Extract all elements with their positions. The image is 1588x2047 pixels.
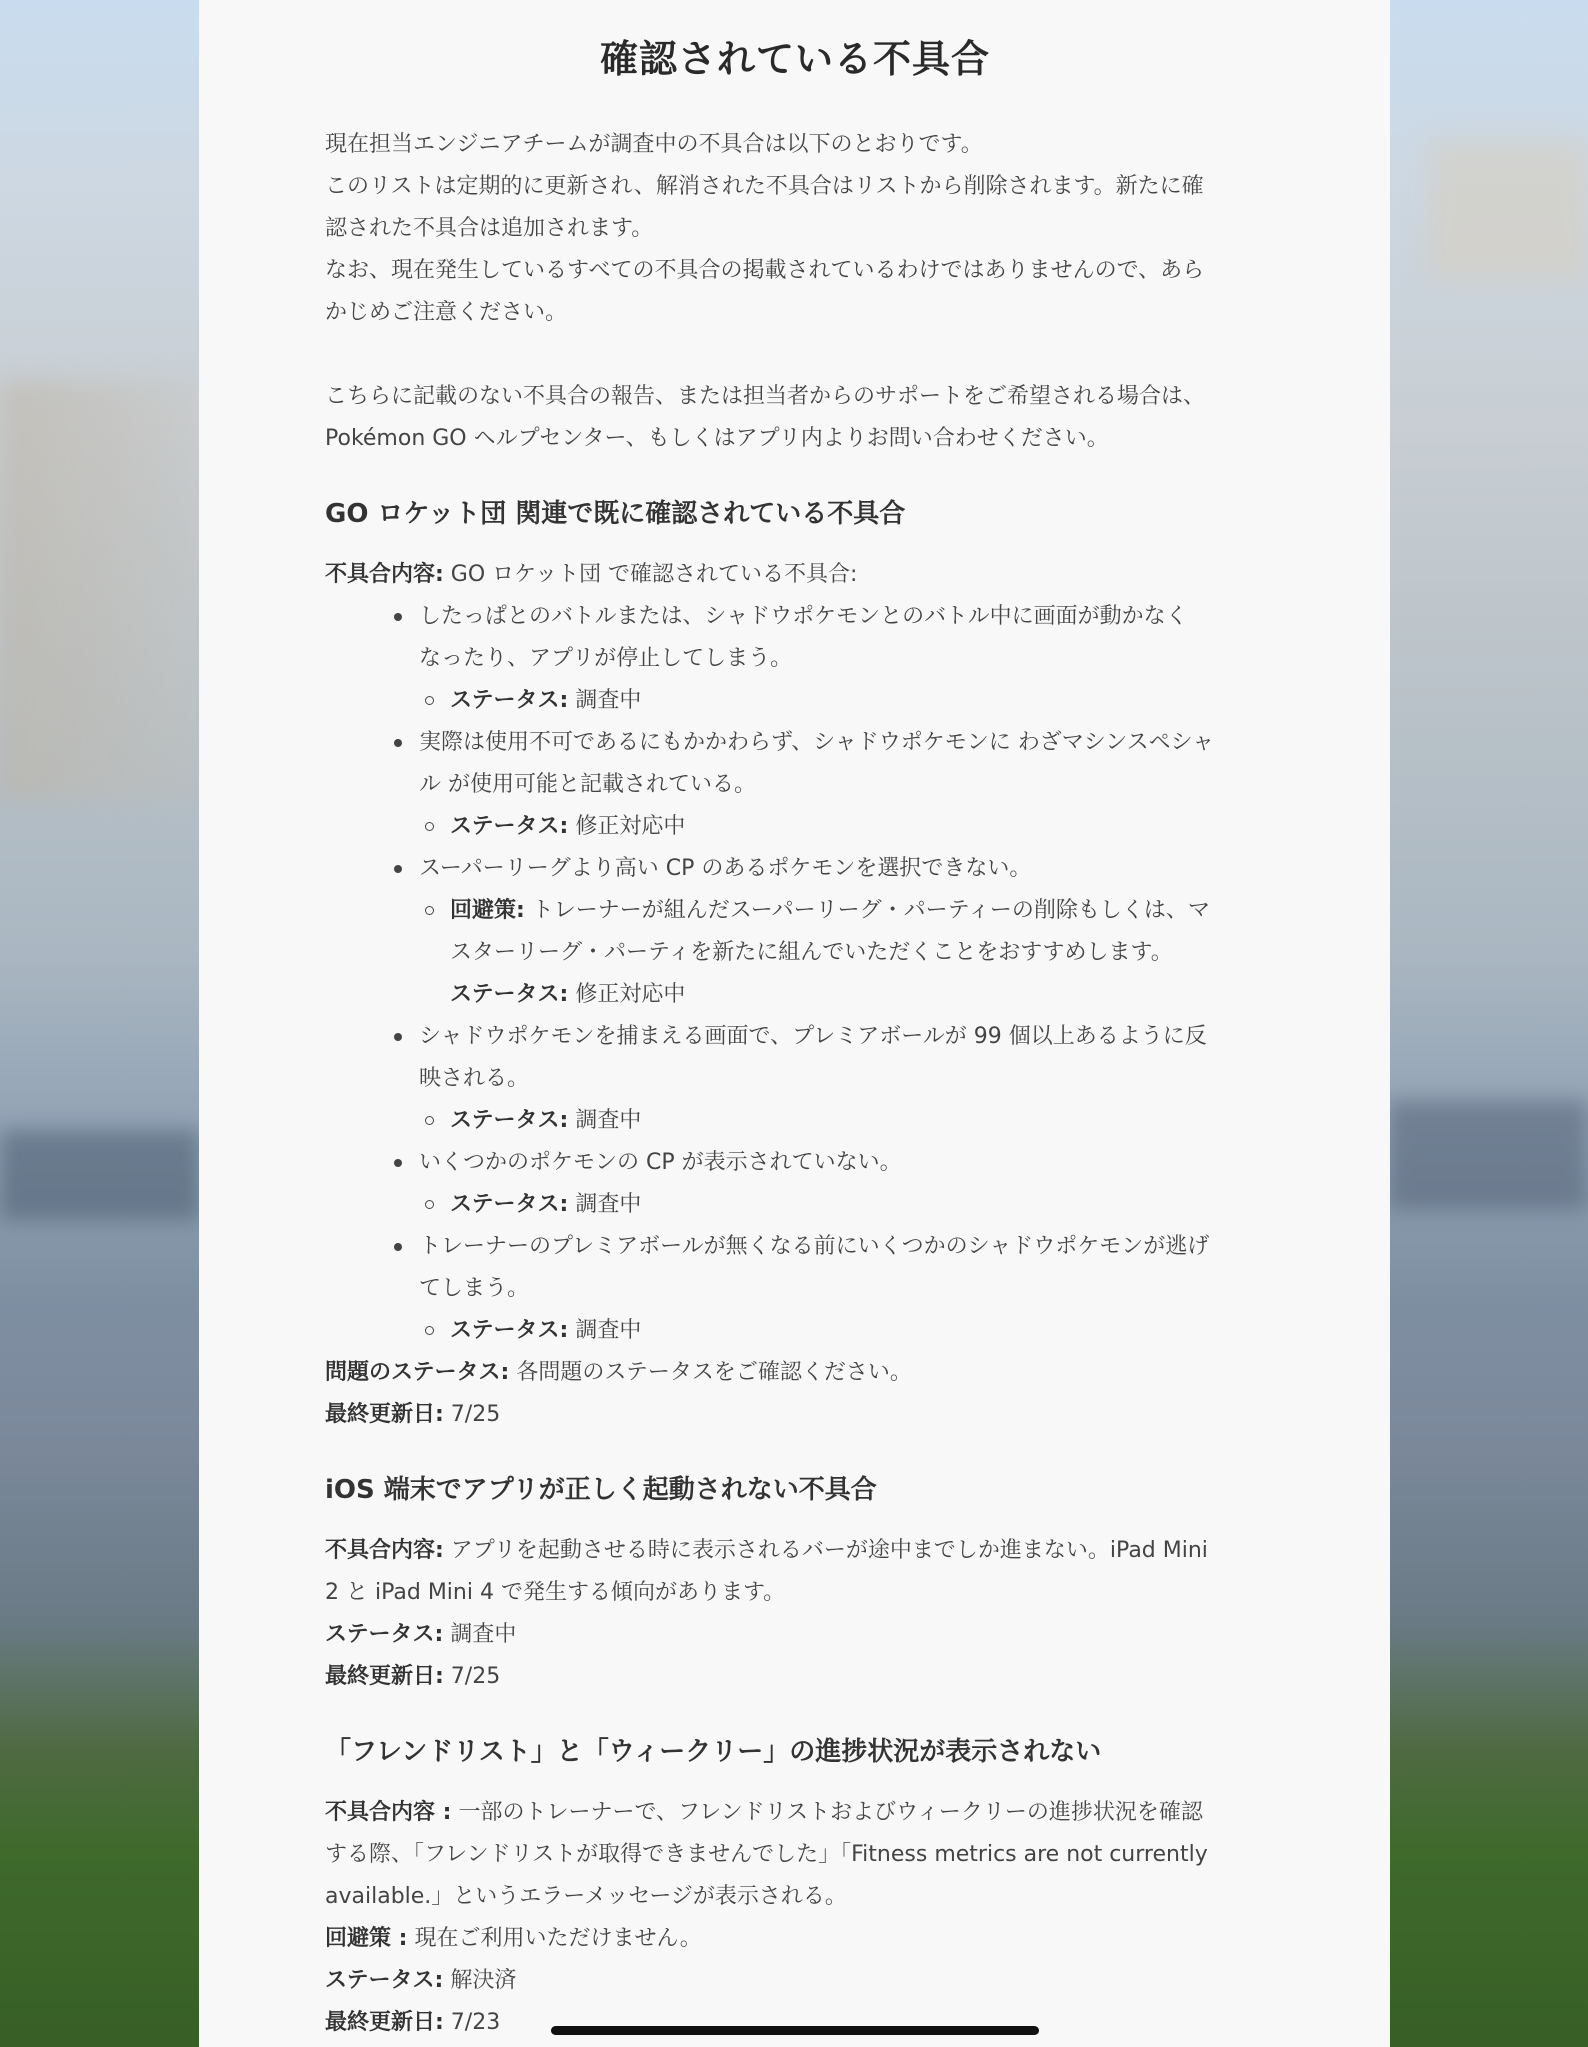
issue-text-line-1: スーパーリーグより高い CP のあるポケモンを選択できない。 [419,856,1032,881]
issue-sublist [419,806,1265,848]
workaround-text: 現在ご利用いただけません。 [407,1926,702,1951]
intro-paragraph-3-line-1: なお、現在発生しているすべての不具合の掲載されているわけではありませんので、あら [325,258,1205,283]
list-item [419,848,1265,1016]
detail-label: 不具合内容: [325,562,444,587]
ios-detail-line-1 [325,1530,1265,1572]
status-item [450,1184,1265,1226]
status-label: ステータス: [450,814,569,839]
issue-sublist [419,890,1265,1016]
detail-text: GO ロケット団 で確認されている不具合: [443,562,858,587]
workaround-item [450,890,1265,1016]
updated-value: 7/25 [443,1664,501,1689]
status-value: 調査中 [568,1192,642,1217]
updated-value: 7/23 [443,2010,501,2035]
section-friend [325,1792,1265,2044]
intro-paragraph-2-line-1: このリストは定期的に更新され、解消された不具合はリストから削除されます。新たに確 [325,174,1204,199]
workaround-text: トレーナーが組んだスーパーリーグ・パーティーの削除もしくは、マ [524,898,1210,923]
updated-label: 最終更新日: [325,1664,444,1689]
status-item [450,806,1265,848]
friend-detail-line-3: available.」というエラーメッセージが表示される。 [325,1884,847,1909]
status-label: ステータス: [325,1968,444,1993]
article-content [325,0,1265,2044]
background-structure-right [1428,140,1588,280]
issue-text-line-2: なったり、アプリが停止してしまう。 [419,646,793,671]
status-label: ステータス: [450,688,569,713]
issue-text-line-1: シャドウポケモンを捕まえる画面で、プレミアボールが 99 個以上あるように反 [419,1024,1207,1049]
status-value: 調査中 [443,1622,517,1647]
section-heading-rocket: GO ロケット団 関連で既に確認されている不具合 [325,499,906,529]
workaround-line-1 [450,890,1265,932]
updated-label: 最終更新日: [325,2010,444,2035]
friend-detail-line-1 [325,1792,1265,1834]
ios-detail-line-2: 2 と iPad Mini 4 で発生する傾向があります。 [325,1580,786,1605]
issue-sublist [419,1100,1265,1142]
intro-text [325,124,1265,460]
list-item [419,1016,1265,1142]
rocket-issue-list [325,596,1265,1352]
issue-text-line-1: いくつかのポケモンの CP が表示されていない。 [419,1150,902,1175]
intro-paragraph-4-line-1: こちらに記載のない不具合の報告、または担当者からのサポートをご希望される場合は、 [325,384,1206,409]
section-heading-friend: 「フレンドリスト」と「ウィークリー」の進捗状況が表示されない [325,1737,1102,1767]
status-value: 修正対応中 [568,814,686,839]
issue-text-line-1: 実際は使用不可であるにもかかわらず、シャドウポケモンに わざマシンスペシャ [419,730,1215,755]
detail-text: 一部のトレーナーで、フレンドリストおよびウィークリーの進捗状況を確認 [451,1800,1203,1825]
issue-text-line-2: 映される。 [419,1066,530,1091]
last-updated [325,2002,1265,2044]
problem-status-label: 問題のステータス: [325,1360,510,1385]
status-value: 修正対応中 [568,982,686,1007]
status-item [450,680,1265,722]
section-heading-ios: iOS 端末でアプリが正しく起動されない不具合 [325,1475,877,1505]
intro-paragraph-4-line-2: Pokémon GO ヘルプセンター、もしくはアプリ内よりお問い合わせください。 [325,426,1109,451]
last-updated [325,1394,1265,1436]
status-line [450,974,1265,1016]
issue-sublist [419,680,1265,722]
last-updated [325,1656,1265,1698]
workaround-label: 回避策: [450,898,525,923]
issue-sublist [419,1184,1265,1226]
workaround-line-2: スターリーグ・パーティを新たに組んでいただくことをおすすめします。 [450,940,1173,965]
workaround-label: 回避策 : [325,1926,408,1951]
status-label: ステータス: [450,1108,569,1133]
friend-workaround [325,1918,1265,1960]
updated-label: 最終更新日: [325,1402,444,1427]
intro-paragraph-2-line-2: 認された不具合は追加されます。 [325,216,654,241]
page-title: 確認されている不具合 [599,37,990,81]
issue-sublist [419,1310,1265,1352]
status-value: 調査中 [568,688,642,713]
detail-text: アプリを起動させる時に表示されるバーが途中までしか進まない。iPad Mini [443,1538,1208,1563]
intro-paragraph-1: 現在担当エンジニアチームが調査中の不具合は以下のとおりです。 [325,132,983,157]
article-panel[interactable] [199,0,1390,2047]
status-value: 調査中 [568,1318,642,1343]
ios-status [325,1614,1265,1656]
background-structure-left [0,380,200,800]
paragraph-gap [325,334,1265,376]
friend-status [325,1960,1265,2002]
section-ios [325,1530,1265,1698]
detail-label: 不具合内容 : [325,1800,452,1825]
problem-status-text: 各問題のステータスをご確認ください。 [509,1360,912,1385]
status-label: ステータス: [450,982,569,1007]
status-label: ステータス: [325,1622,444,1647]
status-label: ステータス: [450,1318,569,1343]
rocket-detail [325,554,1265,596]
friend-detail-line-2: する際、「フレンドリストが取得できませんでした」「Fitness metrics are not currently [325,1842,1208,1867]
list-item [419,1226,1265,1352]
status-value: 調査中 [568,1108,642,1133]
list-item [419,596,1265,722]
intro-paragraph-3-line-2: かじめご注意ください。 [325,300,568,325]
status-item [450,1100,1265,1142]
background-band-left [0,1130,200,1220]
issue-text-line-1: トレーナーのプレミアボールが無くなる前にいくつかのシャドウポケモンが逃げ [419,1234,1210,1259]
background-band-right [1388,1100,1588,1210]
status-item [450,1310,1265,1352]
section-rocket [325,554,1265,1436]
list-item [419,722,1265,848]
issue-text-line-2: ル が使用可能と記載されている。 [419,772,756,797]
detail-label: 不具合内容: [325,1538,444,1563]
problem-status [325,1352,1265,1394]
issue-text-line-2: てしまう。 [419,1276,530,1301]
status-value: 解決済 [443,1968,517,1993]
status-label: ステータス: [450,1192,569,1217]
issue-text-line-1: したっぱとのバトルまたは、シャドウポケモンとのバトル中に画面が動かなく [419,604,1188,629]
updated-value: 7/25 [443,1402,501,1427]
home-indicator-bar[interactable] [551,2026,1039,2035]
list-item [419,1142,1265,1226]
